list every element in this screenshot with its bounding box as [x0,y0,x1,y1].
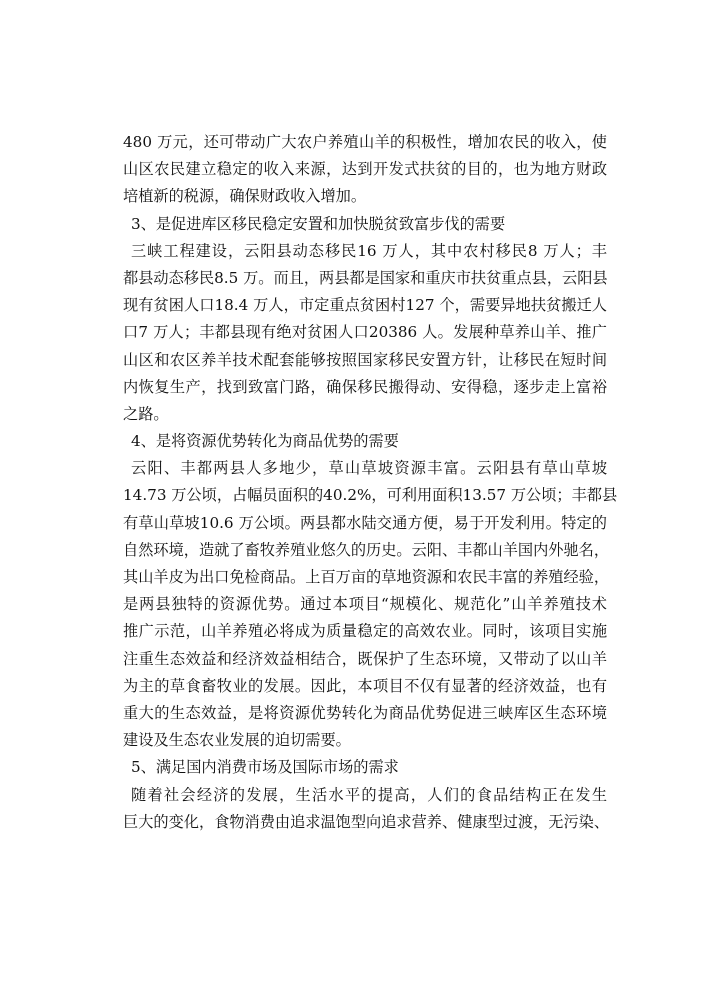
text-line: 14.73 万公顷，占幅员面积的40.2%，可利用面积13.57 万公顷；丰都县 [123,486,618,505]
text-line: 是两县独特的资源优势。通过本项目“规模化、规范化”山羊养殖技术 [123,595,607,614]
text-line: 培植新的税源，确保财政收入增加。 [123,187,366,206]
text-line: 山区和农区养羊技术配套能够按照国家移民安置方针，让移民在短时间 [123,350,607,369]
text-line: 山区农民建立稳定的收入来源，达到开发式扶贫的目的，也为地方财政 [123,160,607,179]
text-line: 有草山草坡10.6 万公顷。两县都水陆交通方便，易于开发利用。特定的 [123,513,607,532]
text-line: 自然环境，造就了畜牧养殖业悠久的历史。云阳、丰都山羊国内外驰名， [123,540,609,559]
text-line: 其山羊皮为出口免检商品。上百万亩的草地资源和农民丰富的养殖经验， [123,568,609,586]
text-line: 480 万元，还可带动广大农户养殖山羊的积极性，增加农民的收入，使 [123,133,607,151]
section-heading: 5、满足国内消费市场及国际市场的需求 [131,758,399,777]
text-line: 现有贫困人口18.4 万人，市定重点贫困村127 个，需要异地扶贫搬迁人 [123,296,607,315]
document-body [123,129,618,836]
text-line: 内恢复生产，找到致富门路，确保移民搬得动、安得稳，逐步走上富裕 [123,377,607,396]
text-line: 为主的草食畜牧业的发展。因此，本项目不仅有显著的经济效益，也有 [123,676,607,695]
text-line: 云阳、丰都两县人多地少，草山草坡资源丰富。云阳县有草山草坡 [131,459,607,478]
section-heading: 3、是促进库区移民稳定安置和加快脱贫致富步伐的需要 [131,214,506,233]
text-line: 三峡工程建设，云阳县动态移民16 万人，其中农村移民8 万人；丰 [131,241,607,260]
text-line: 巨大的变化，食物消费由追求温饱型向追求营养、健康型过渡，无污染、 [123,812,609,831]
text-line: 注重生态效益和经济效益相结合，既保护了生态环境，又带动了以山羊 [123,649,607,668]
text-line: 都县动态移民8.5 万。而且，两县都是国家和重庆市扶贫重点县，云阳县 [123,268,608,287]
text-line: 随着社会经济的发展，生活水平的提高，人们的食品结构正在发生 [131,785,607,804]
text-line: 推广示范，山羊养殖必将成为质量稳定的高效农业。同时，该项目实施 [123,622,607,641]
section-heading: 4、是将资源优势转化为商品优势的需要 [131,432,399,451]
text-line: 建设及生态农业发展的迫切需要。 [123,731,351,750]
text-line: 之路。 [123,404,169,423]
text-line: 口7 万人；丰都县现有绝对贫困人口20386 人。发展种草养山羊、推广 [123,323,607,342]
text-line: 重大的生态效益，是将资源优势转化为商品优势促进三峡库区生态环境 [123,703,607,722]
